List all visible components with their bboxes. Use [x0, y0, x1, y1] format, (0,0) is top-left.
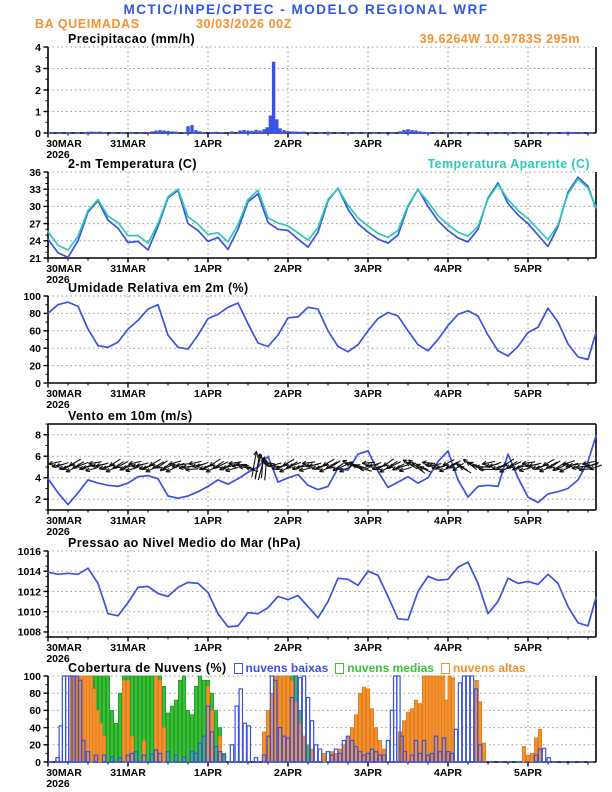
svg-text:30MAR: 30MAR	[46, 767, 82, 779]
svg-text:1APR: 1APR	[193, 515, 223, 527]
svg-text:5APR: 5APR	[513, 388, 543, 400]
svg-text:3APR: 3APR	[353, 515, 383, 527]
svg-text:2: 2	[35, 84, 41, 97]
svg-text:2APR: 2APR	[273, 263, 303, 275]
svg-text:40: 40	[29, 343, 41, 355]
panel-title-pressure: Pressao ao Nivel Medio do Mar (hPa)	[68, 536, 301, 550]
svg-text:36: 36	[29, 166, 41, 179]
svg-text:1014: 1014	[17, 566, 41, 579]
svg-text:80: 80	[29, 688, 41, 700]
svg-text:5APR: 5APR	[513, 138, 543, 150]
svg-text:100: 100	[23, 290, 41, 303]
svg-text:5APR: 5APR	[513, 515, 543, 527]
svg-text:2026: 2026	[46, 274, 70, 286]
svg-text:1APR: 1APR	[193, 767, 223, 779]
svg-text:31MAR: 31MAR	[110, 263, 146, 275]
svg-text:30MAR: 30MAR	[46, 138, 82, 150]
svg-text:4APR: 4APR	[433, 515, 463, 527]
run-datetime: 30/03/2026 00Z	[196, 17, 292, 31]
panel-title-clouds: Cobertura de Nuvens (%)	[68, 661, 227, 675]
svg-text:2APR: 2APR	[273, 515, 303, 527]
svg-text:3APR: 3APR	[353, 263, 383, 275]
svg-text:40: 40	[29, 722, 41, 735]
svg-text:33: 33	[29, 184, 41, 196]
svg-text:3APR: 3APR	[353, 388, 383, 400]
svg-text:4: 4	[35, 41, 41, 54]
svg-text:4APR: 4APR	[433, 767, 463, 779]
svg-text:2APR: 2APR	[273, 767, 303, 779]
svg-text:1APR: 1APR	[193, 642, 223, 654]
svg-text:20: 20	[29, 360, 41, 373]
panel-title-wind: Vento em 10m (m/s)	[68, 409, 193, 423]
svg-text:4APR: 4APR	[433, 138, 463, 150]
svg-text:3APR: 3APR	[353, 642, 383, 654]
svg-text:4: 4	[35, 472, 41, 485]
svg-text:60: 60	[29, 325, 41, 338]
svg-text:60: 60	[29, 705, 41, 718]
svg-text:24: 24	[29, 235, 41, 248]
svg-text:1: 1	[35, 106, 41, 119]
svg-text:8: 8	[35, 429, 41, 442]
svg-text:1012: 1012	[17, 586, 41, 599]
svg-text:31MAR: 31MAR	[110, 767, 146, 779]
svg-text:30MAR: 30MAR	[46, 642, 82, 654]
svg-text:100: 100	[23, 670, 41, 683]
svg-text:0: 0	[35, 756, 41, 769]
svg-text:5APR: 5APR	[513, 642, 543, 654]
svg-text:1APR: 1APR	[193, 263, 223, 275]
svg-text:2026: 2026	[46, 399, 70, 411]
svg-text:31MAR: 31MAR	[110, 138, 146, 150]
svg-text:31MAR: 31MAR	[110, 515, 146, 527]
svg-text:31MAR: 31MAR	[110, 642, 146, 654]
panel-title-precipitation: Precipitacao (mm/h)	[68, 32, 196, 46]
svg-text:5APR: 5APR	[513, 767, 543, 779]
svg-text:2026: 2026	[46, 778, 70, 790]
svg-text:1APR: 1APR	[193, 388, 223, 400]
svg-text:31MAR: 31MAR	[110, 388, 146, 400]
svg-text:2026: 2026	[46, 653, 70, 665]
svg-text:20: 20	[29, 739, 41, 752]
legend-mid-clouds-label: nuvens medias	[347, 661, 434, 675]
svg-text:1APR: 1APR	[193, 138, 223, 150]
svg-text:30: 30	[29, 201, 41, 214]
svg-text:5APR: 5APR	[513, 263, 543, 275]
panel-title-temperature: 2-m Temperatura (C)	[68, 157, 197, 171]
svg-text:3APR: 3APR	[353, 138, 383, 150]
svg-text:3: 3	[35, 63, 41, 76]
svg-text:0: 0	[35, 127, 41, 140]
station-name: BA QUEIMADAS	[35, 17, 140, 31]
svg-text:2APR: 2APR	[273, 388, 303, 400]
svg-text:1008: 1008	[17, 626, 41, 639]
svg-text:80: 80	[29, 308, 41, 321]
svg-text:30MAR: 30MAR	[46, 515, 82, 527]
svg-text:27: 27	[29, 218, 41, 231]
svg-text:1016: 1016	[17, 545, 41, 558]
svg-text:21: 21	[29, 252, 41, 265]
svg-text:3APR: 3APR	[353, 767, 383, 779]
svg-text:30MAR: 30MAR	[46, 263, 82, 275]
svg-text:0: 0	[35, 377, 41, 390]
svg-text:2APR: 2APR	[273, 642, 303, 654]
model-title: MCTIC/INPE/CPTEC - MODELO REGIONAL WRF	[123, 2, 489, 17]
svg-text:1010: 1010	[17, 606, 41, 619]
svg-text:2: 2	[35, 494, 41, 507]
svg-text:4APR: 4APR	[433, 388, 463, 400]
svg-text:2APR: 2APR	[273, 138, 303, 150]
legend-high-clouds-label: nuvens altas	[452, 661, 526, 675]
svg-text:4APR: 4APR	[433, 642, 463, 654]
legend-low-clouds-label: nuvens baixas	[245, 661, 329, 675]
svg-text:30MAR: 30MAR	[46, 388, 82, 400]
legend-apparent-temperature: Temperatura Aparente (C)	[427, 157, 590, 171]
svg-text:6: 6	[35, 451, 41, 464]
svg-text:4APR: 4APR	[433, 263, 463, 275]
svg-text:2026: 2026	[46, 526, 70, 538]
svg-text:2026: 2026	[46, 149, 70, 161]
panel-title-humidity: Umidade Relativa em 2m (%)	[68, 281, 249, 295]
station-coordinates: 39.6264W 10.9783S 295m	[419, 32, 580, 46]
